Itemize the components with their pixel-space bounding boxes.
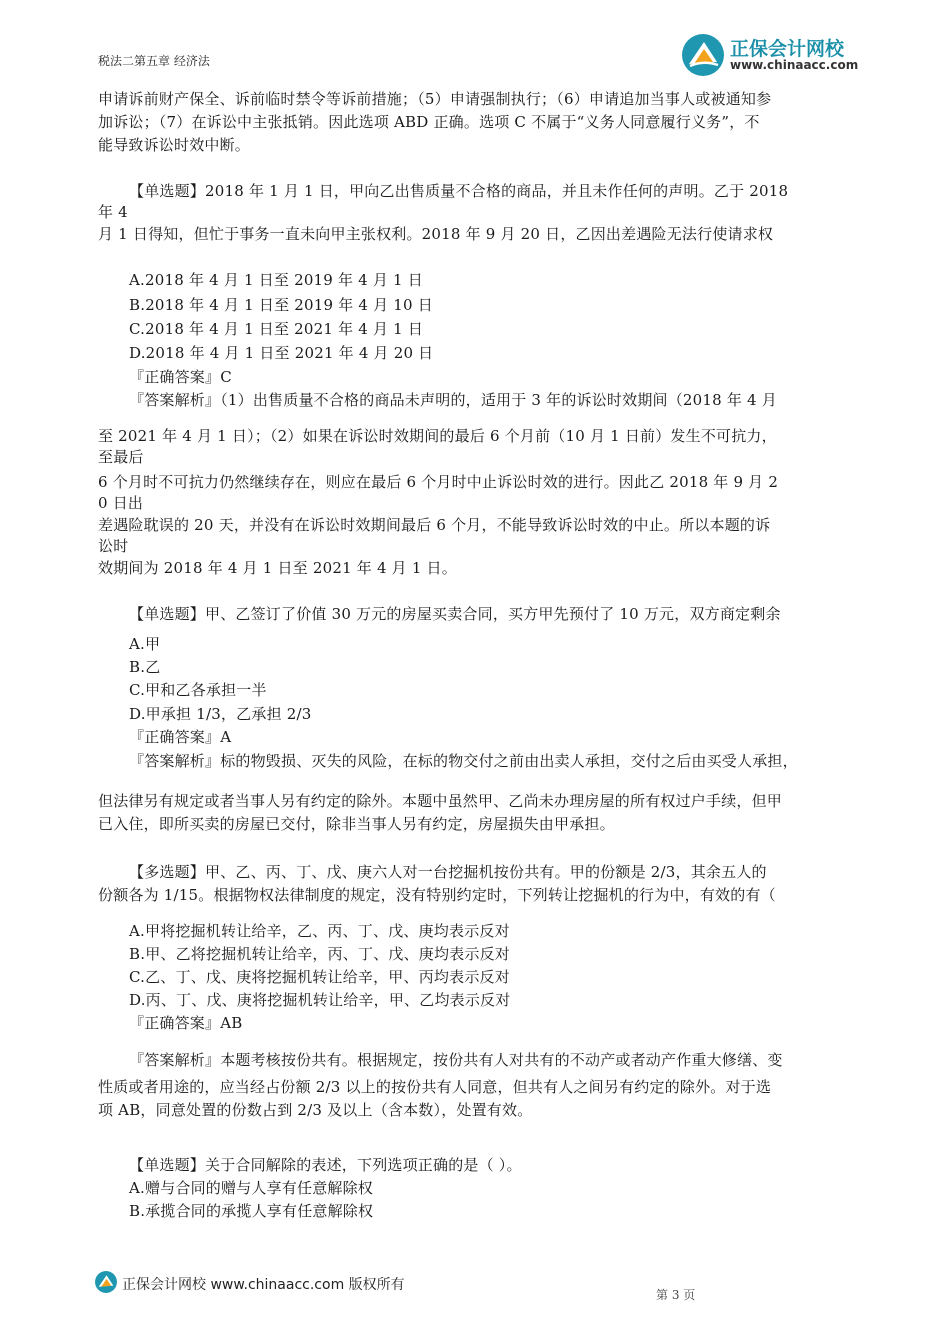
option-a: A.2018 年 4 月 1 日至 2019 年 4 月 1 日	[129, 271, 423, 289]
text-line: 至最后	[98, 448, 144, 466]
question-stem: 【多选题】甲、乙、丙、丁、戊、庚六人对一台挖掘机按份共有。甲的份额是 2/3，其余五人的	[129, 863, 767, 881]
logo-title: 正保会计网校	[730, 38, 845, 60]
answer-analysis: 『答案解析』（1）出售质量不合格的商品未声明的，适用于 3 年的诉讼时效期间（2018 年 4 月	[129, 391, 777, 409]
header-faint-text: 税法二第五章 经济法	[98, 54, 210, 68]
option-a: A.甲将挖掘机转让给辛，乙、丙、丁、戊、庚均表示反对	[129, 922, 510, 940]
correct-answer: 『正确答案』A	[129, 728, 232, 746]
footer-logo-icon	[94, 1270, 118, 1294]
option-c: C.乙、丁、戊、庚将挖掘机转让给辛，甲、丙均表示反对	[129, 968, 510, 986]
text-line: 6 个月时不可抗力仍然继续存在，则应在最后 6 个月时中止诉讼时效的进行。因此乙 2018 年 9 月 2	[98, 473, 779, 491]
correct-answer: 『正确答案』C	[129, 368, 232, 386]
option-b: B.甲、乙将挖掘机转让给辛，丙、丁、戊、庚均表示反对	[129, 945, 510, 963]
text-line: 加诉讼；（7）在诉讼中主张抵销。因此选项 ABD 正确。选项 C 不属于“义务人同意履行义务”，不	[98, 113, 760, 131]
option-a: A.赠与合同的赠与人享有任意解除权	[129, 1179, 374, 1197]
text-line: 性质或者用途的，应当经占份额 2/3 以上的按份共有人同意，但共有人之间另有约定的除外。对于选	[98, 1078, 772, 1096]
text-line: 效期间为 2018 年 4 月 1 日至 2021 年 4 月 1 日。	[98, 559, 457, 577]
text-line: 项 AB，同意处置的份数占到 2/3 及以上（含本数），处置有效。	[98, 1101, 533, 1119]
text-line: 月 1 日得知，但忙于事务一直未向甲主张权利。2018 年 9 月 20 日，乙因出差遇险无法行使请求权	[98, 225, 774, 243]
text-line: 能导致诉讼时效中断。	[98, 136, 251, 154]
text-line: 申请诉前财产保全、诉前临时禁令等诉前措施；（5）申请强制执行；（6）申请追加当事人或被通知参	[98, 90, 772, 108]
correct-answer: 『正确答案』AB	[129, 1014, 243, 1032]
text-line: 差遇险耽误的 20 天，并没有在诉讼时效期间最后 6 个月，不能导致诉讼时效的中止。所以本题的诉	[98, 516, 771, 534]
text-line: 讼时	[98, 537, 129, 555]
footer-copyright: 正保会计网校 www.chinaacc.com 版权所有	[122, 1277, 405, 1293]
text-line: 但法律另有规定或者当事人另有约定的除外。本题中虽然甲、乙尚未办理房屋的所有权过户手续，但甲	[98, 792, 783, 810]
option-b: B.2018 年 4 月 1 日至 2019 年 4 月 10 日	[129, 296, 433, 314]
option-b: B.乙	[129, 658, 161, 676]
logo-url: www.chinaacc.com	[730, 58, 859, 72]
answer-analysis-cut: 『答案解析』本题考核按份共有。根据规定，按份共有人对共有的不动产或者动产作重大修缮、变	[129, 1051, 783, 1069]
logo	[680, 32, 880, 78]
option-a: A.甲	[129, 635, 161, 653]
question-stem: 【单选题】关于合同解除的表述，下列选项正确的是（ ）。	[129, 1156, 522, 1174]
option-b-cut: B.承揽合同的承揽人享有任意解除权	[129, 1202, 374, 1220]
answer-analysis: 『答案解析』标的物毁损、灭失的风险，在标的物交付之前由出卖人承担，交付之后由买受人承担，	[129, 752, 798, 770]
footer	[94, 1270, 696, 1302]
text-line-cut: 份额各为 1/15。根据物权法律制度的规定，没有特别约定时，下列转让挖掘机的行为中，有效的有（	[98, 886, 776, 904]
option-d: D.甲承担 1/3，乙承担 2/3	[129, 705, 312, 723]
option-d: D.丙、丁、戊、庚将挖掘机转让给辛，甲、乙均表示反对	[129, 991, 511, 1009]
option-d: D.2018 年 4 月 1 日至 2021 年 4 月 20 日	[129, 344, 434, 362]
logo-icon	[680, 32, 726, 78]
page-number: 第 3 页	[656, 1288, 696, 1302]
option-c: C.2018 年 4 月 1 日至 2021 年 4 月 1 日	[129, 320, 424, 338]
text-line: 0 日出	[98, 494, 144, 512]
question-stem-cut: 【单选题】甲、乙签订了价值 30 万元的房屋买卖合同，买方甲先预付了 10 万元，双方商定剩余	[129, 605, 781, 623]
option-c: C.甲和乙各承担一半	[129, 681, 267, 699]
text-line: 年 4	[98, 203, 128, 221]
question-stem: 【单选题】2018 年 1 月 1 日，甲向乙出售质量不合格的商品，并且未作任何的声明。乙于 2018	[129, 182, 789, 200]
text-line: 已入住，即所买卖的房屋已交付，除非当事人另有约定，房屋损失由甲承担。	[98, 815, 615, 833]
text-line: 至 2021 年 4 月 1 日）；（2）如果在诉讼时效期间的最后 6 个月前（10 月 1 日前）发生不可抗力，	[98, 427, 777, 445]
